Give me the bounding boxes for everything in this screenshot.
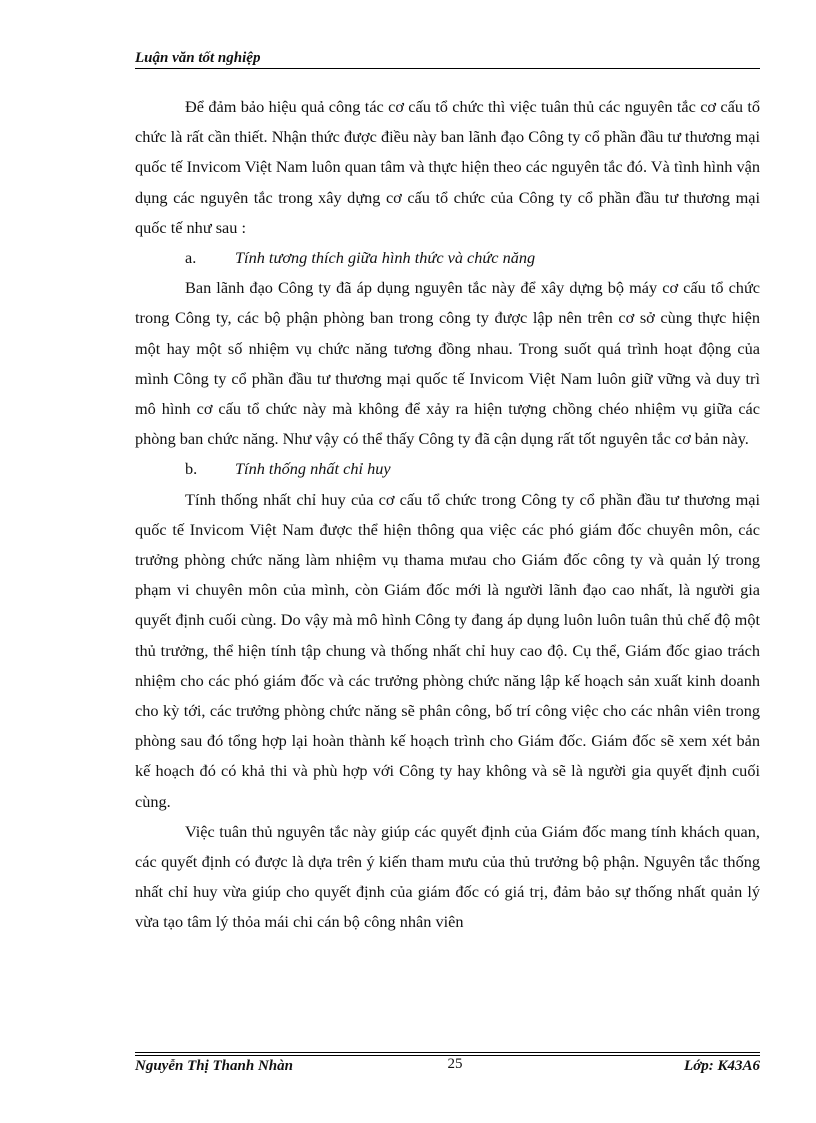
header-title: Luận văn tốt nghiệp — [135, 50, 261, 66]
paragraph-section-b: Tính thống nhất chỉ huy của cơ cấu tổ chức trong Công ty cổ phần đầu tư thương mại quốc tế Invicom Việt Nam được thể hiện thông qua việc các phó giám đốc chuyên môn, các trưởng phòng chức năng làm nhiệm vụ thama mưau cho Giám đốc công ty và quản lý trong phạm vi chuyên môn của mình, còn Giám đốc mới là người lãnh đạo cao nhất, là người gia quyết định cuối cùng. Do vậy mà mô hình Công ty đang áp dụng luôn luôn tuân thủ chế độ một thủ trưởng, thể hiện tính tập chung và thống nhất chỉ huy cao độ. Cụ thể, Giám đốc giao trách nhiệm cho các phó giám đốc và các trưởng phòng chức năng lập kế hoạch sản xuất kinh doanh cho kỳ tới, các trưởng phòng chức năng sẽ phân công, bố trí công việc cho các nhân viên trong phòng sau đó tổng hợp lại hoàn thành kế hoạch trình cho Giám đốc. Giám đốc sẽ xem xét bản kế hoạch đó có khả thi và phù hợp với Công ty hay không và sẽ là người gia quyết định cuối cùng. — [135, 489, 760, 811]
section-a-marker: a. — [185, 248, 197, 268]
footer-class-label: Lớp: K43A6 — [684, 1058, 760, 1074]
paragraph-intro: Để đảm bảo hiệu quả công tác cơ cấu tổ chức thì việc tuân thủ các nguyên tắc cơ cấu tổ chức là rất cần thiết. Nhận thức được điều này ban lãnh đạo Công ty cổ phần đầu tư thương mại quốc tế Invicom Việt Nam luôn quan tâm và thực hiện theo các nguyên tắc đó. Và tình hình vận dụng các nguyên tắc trong xây dựng cơ cấu tổ chức của Công ty cổ phần đầu tư thương mại quốc tế như sau : — [135, 97, 760, 237]
section-b-heading — [135, 454, 760, 484]
section-b-marker: b. — [185, 459, 198, 479]
paragraph-section-a: Ban lãnh đạo Công ty đã áp dụng nguyên tắc này để xây dựng bộ máy cơ cấu tổ chức trong Công ty, các bộ phận phòng ban trong công ty được lập nên trên cơ sở cùng thực hiện một hay một số nhiệm vụ chức năng tương đồng nhau. Trong suốt quá trình hoạt động của mình Công ty cổ phần đầu tư thương mại quốc tế Invicom Việt Nam luôn giữ vững và duy trì mô hình cơ cấu tổ chức này mà không để xảy ra hiện tượng chồng chéo nhiệm vụ giữa các phòng ban chức năng. Như vậy có thể thấy Công ty đã cận dụng rất tốt nguyên tắc cơ bản này. — [135, 278, 760, 449]
section-b-title: Tính thống nhất chỉ huy — [235, 459, 391, 479]
header-rule — [135, 68, 760, 69]
document-body — [135, 92, 760, 938]
section-a-title: Tính tương thích giữa hình thức và chức năng — [235, 248, 536, 268]
section-a-heading — [135, 243, 760, 273]
footer-rule — [135, 1052, 760, 1053]
paragraph-conclusion: Việc tuân thủ nguyên tắc này giúp các quyết định của Giám đốc mang tính khách quan, các quyết định có được là dựa trên ý kiến tham mưu của thủ trưởng bộ phận. Nguyên tắc thống nhất chỉ huy vừa giúp cho quyết định của giám đốc có giá trị, đảm bảo sự thống nhất quản lý vừa tạo tâm lý thỏa mái chi cán bộ công nhân viên — [135, 821, 760, 932]
footer-author: Nguyễn Thị Thanh Nhàn — [135, 1058, 293, 1074]
page-number: 25 — [447, 1056, 463, 1072]
